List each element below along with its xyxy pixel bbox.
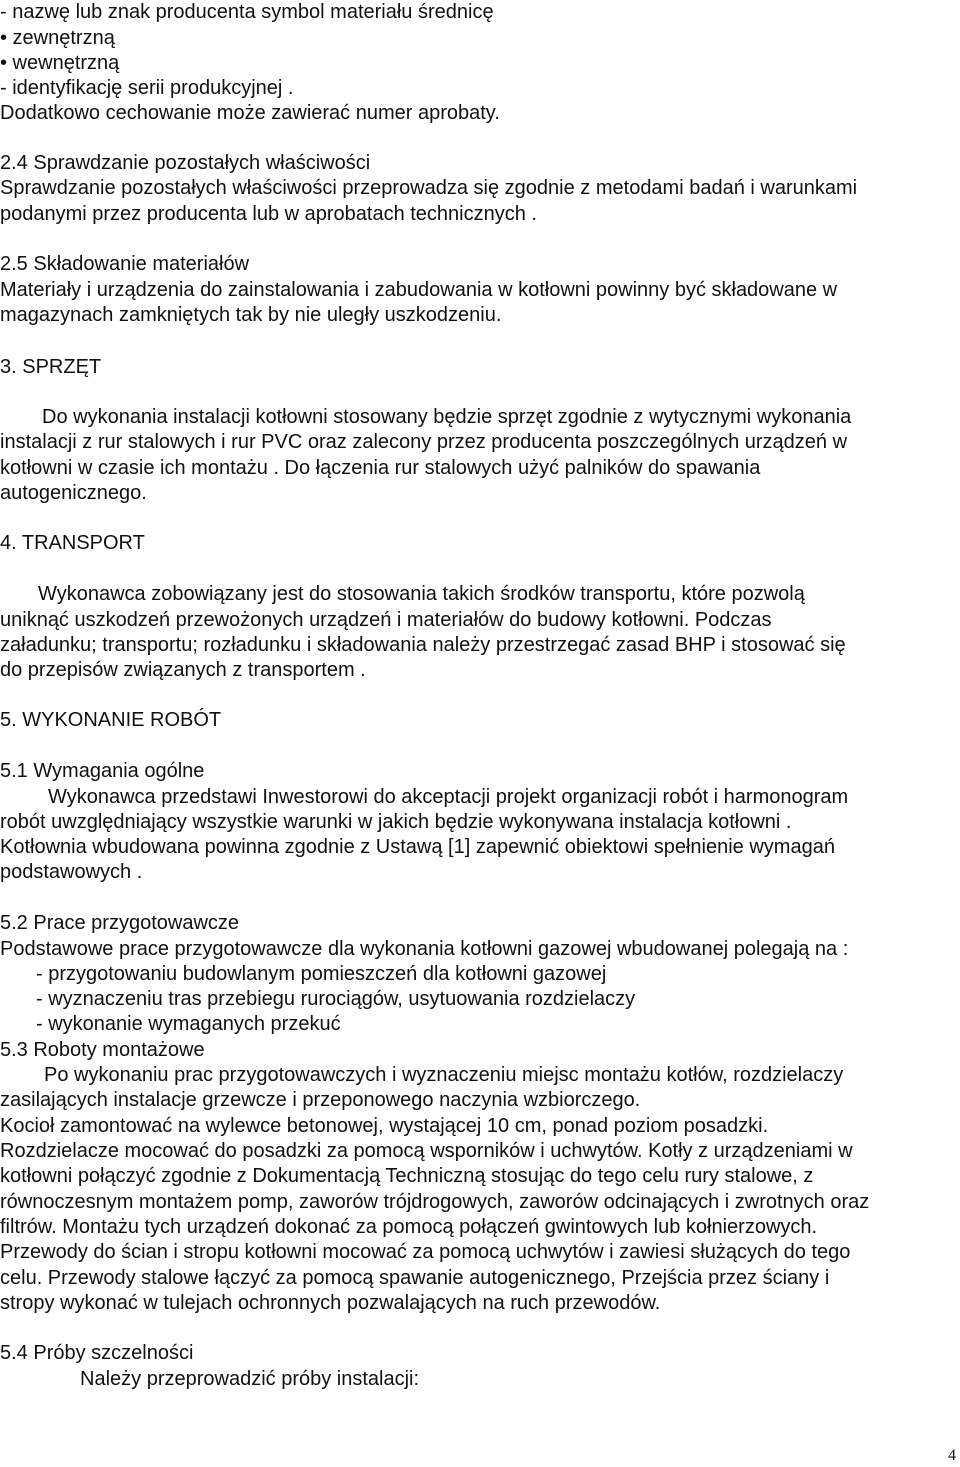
text-line: Wykonawca zobowiązany jest do stosowania takich środków transportu, które pozwolą (38, 583, 805, 605)
text-line: Do wykonania instalacji kotłowni stosowany będzie sprzęt zgodnie z wytycznymi wykonania (42, 406, 852, 428)
text-line: robót uwzględniający wszystkie warunki w jakich będzie wykonywana instalacja kotłowni . (0, 811, 792, 833)
text-line: Przewody do ścian i stropu kotłowni mocować za pomocą uchwytów i zawiesi służących do tego (0, 1241, 851, 1263)
text-line: - nazwę lub znak producenta symbol materiału średnicę (0, 1, 494, 23)
text-line: filtrów. Montażu tych urządzeń dokonać za pomocą połączeń gwintowych lub kołnierzowych. (0, 1216, 818, 1238)
list-item: - wykonanie wymaganych przekuć (36, 1013, 341, 1035)
text-line: Kocioł zamontować na wylewce betonowej, wystającej 10 cm, ponad poziom posadzki. (0, 1115, 769, 1137)
page-number: 4 (948, 1447, 956, 1464)
text-line: instalacji z rur stalowych i rur PVC oraz zalecony przez producenta poszczególnych urządzeń w (0, 431, 848, 453)
text-line: uniknąć uszkodzeń przewożonych urządzeń i materiałów do budowy kotłowni. Podczas (0, 609, 772, 631)
text-line: podstawowych . (0, 861, 143, 883)
section-heading: 3. SPRZĘT (0, 356, 102, 378)
section-heading: 5.1 Wymagania ogólne (0, 760, 205, 782)
text-line: Podstawowe prace przygotowawcze dla wykonania kotłowni gazowej wbudowanej polegają na : (0, 938, 849, 960)
text-line: stropy wykonać w tulejach ochronnych pozwalających na ruch przewodów. (0, 1292, 661, 1314)
bullet-item: • wewnętrzną (0, 52, 120, 74)
text-line: do przepisów związanych z transportem . (0, 659, 366, 681)
text-line: Po wykonaniu prac przygotowawczych i wyznaczeniu miejsc montażu kotłów, rozdzielaczy (44, 1064, 844, 1086)
section-heading: 2.4 Sprawdzanie pozostałych właściwości (0, 152, 371, 174)
text-line: Sprawdzanie pozostałych właściwości przeprowadza się zgodnie z metodami badań i warunkami (0, 177, 858, 199)
section-heading: 4. TRANSPORT (0, 532, 145, 554)
text-line: kotłowni w czasie ich montażu . Do łączenia rur stalowych użyć palników do spawania (0, 457, 761, 479)
text-line: Należy przeprowadzić próby instalacji: (80, 1368, 420, 1390)
text-line: równoczesnym montażem pomp, zaworów trójdrogowych, zaworów odcinających i zwrotnych oraz (0, 1191, 870, 1213)
list-item: - przygotowaniu budowlanym pomieszczeń dla kotłowni gazowej (36, 963, 607, 985)
section-heading: 2.5 Składowanie materiałów (0, 253, 250, 275)
text-line: Rozdzielacze mocować do posadzki za pomocą wsporników i uchwytów. Kotły z urządzeniami w (0, 1140, 853, 1162)
text-line: zasilających instalacje grzewcze i przeponowego naczynia wzbiorczego. (0, 1089, 641, 1111)
text-line: autogenicznego. (0, 482, 147, 504)
text-line: celu. Przewody stalowe łączyć za pomocą spawanie autogenicznego, Przejścia przez ściany i (0, 1267, 830, 1289)
text-line: Wykonawca przedstawi Inwestorowi do akceptacji projekt organizacji robót i harmonogram (48, 786, 849, 808)
text-line: kotłowni połączyć zgodnie z Dokumentacją Techniczną stosując do tego celu rury stalowe, z (0, 1165, 814, 1187)
bullet-item: • zewnętrzną (0, 27, 115, 49)
text-line: Materiały i urządzenia do zainstalowania i zabudowania w kotłowni powinny być składowane w (0, 279, 838, 301)
section-heading: 5.3 Roboty montażowe (0, 1039, 205, 1061)
section-heading: 5.4 Próby szczelności (0, 1342, 194, 1364)
list-item: - wyznaczeniu tras przebiegu rurociągów, usytuowania rozdzielaczy (36, 988, 636, 1010)
section-heading: 5.2 Prace przygotowawcze (0, 912, 240, 934)
text-line: podanymi przez producenta lub w aprobatach technicznych . (0, 203, 537, 225)
text-line: załadunku; transportu; rozładunku i składowania należy przestrzegać zasad BHP i stosować się (0, 634, 846, 656)
section-heading: 5. WYKONANIE ROBÓT (0, 709, 222, 731)
text-line: Dodatkowo cechowanie może zawierać numer aprobaty. (0, 102, 500, 124)
text-line: - identyfikację serii produkcyjnej . (0, 77, 294, 99)
text-line: Kotłownia wbudowana powinna zgodnie z Ustawą [1] zapewnić obiektowi spełnienie wymagań (0, 836, 835, 858)
text-line: magazynach zamkniętych tak by nie uległy uszkodzeniu. (0, 304, 502, 326)
